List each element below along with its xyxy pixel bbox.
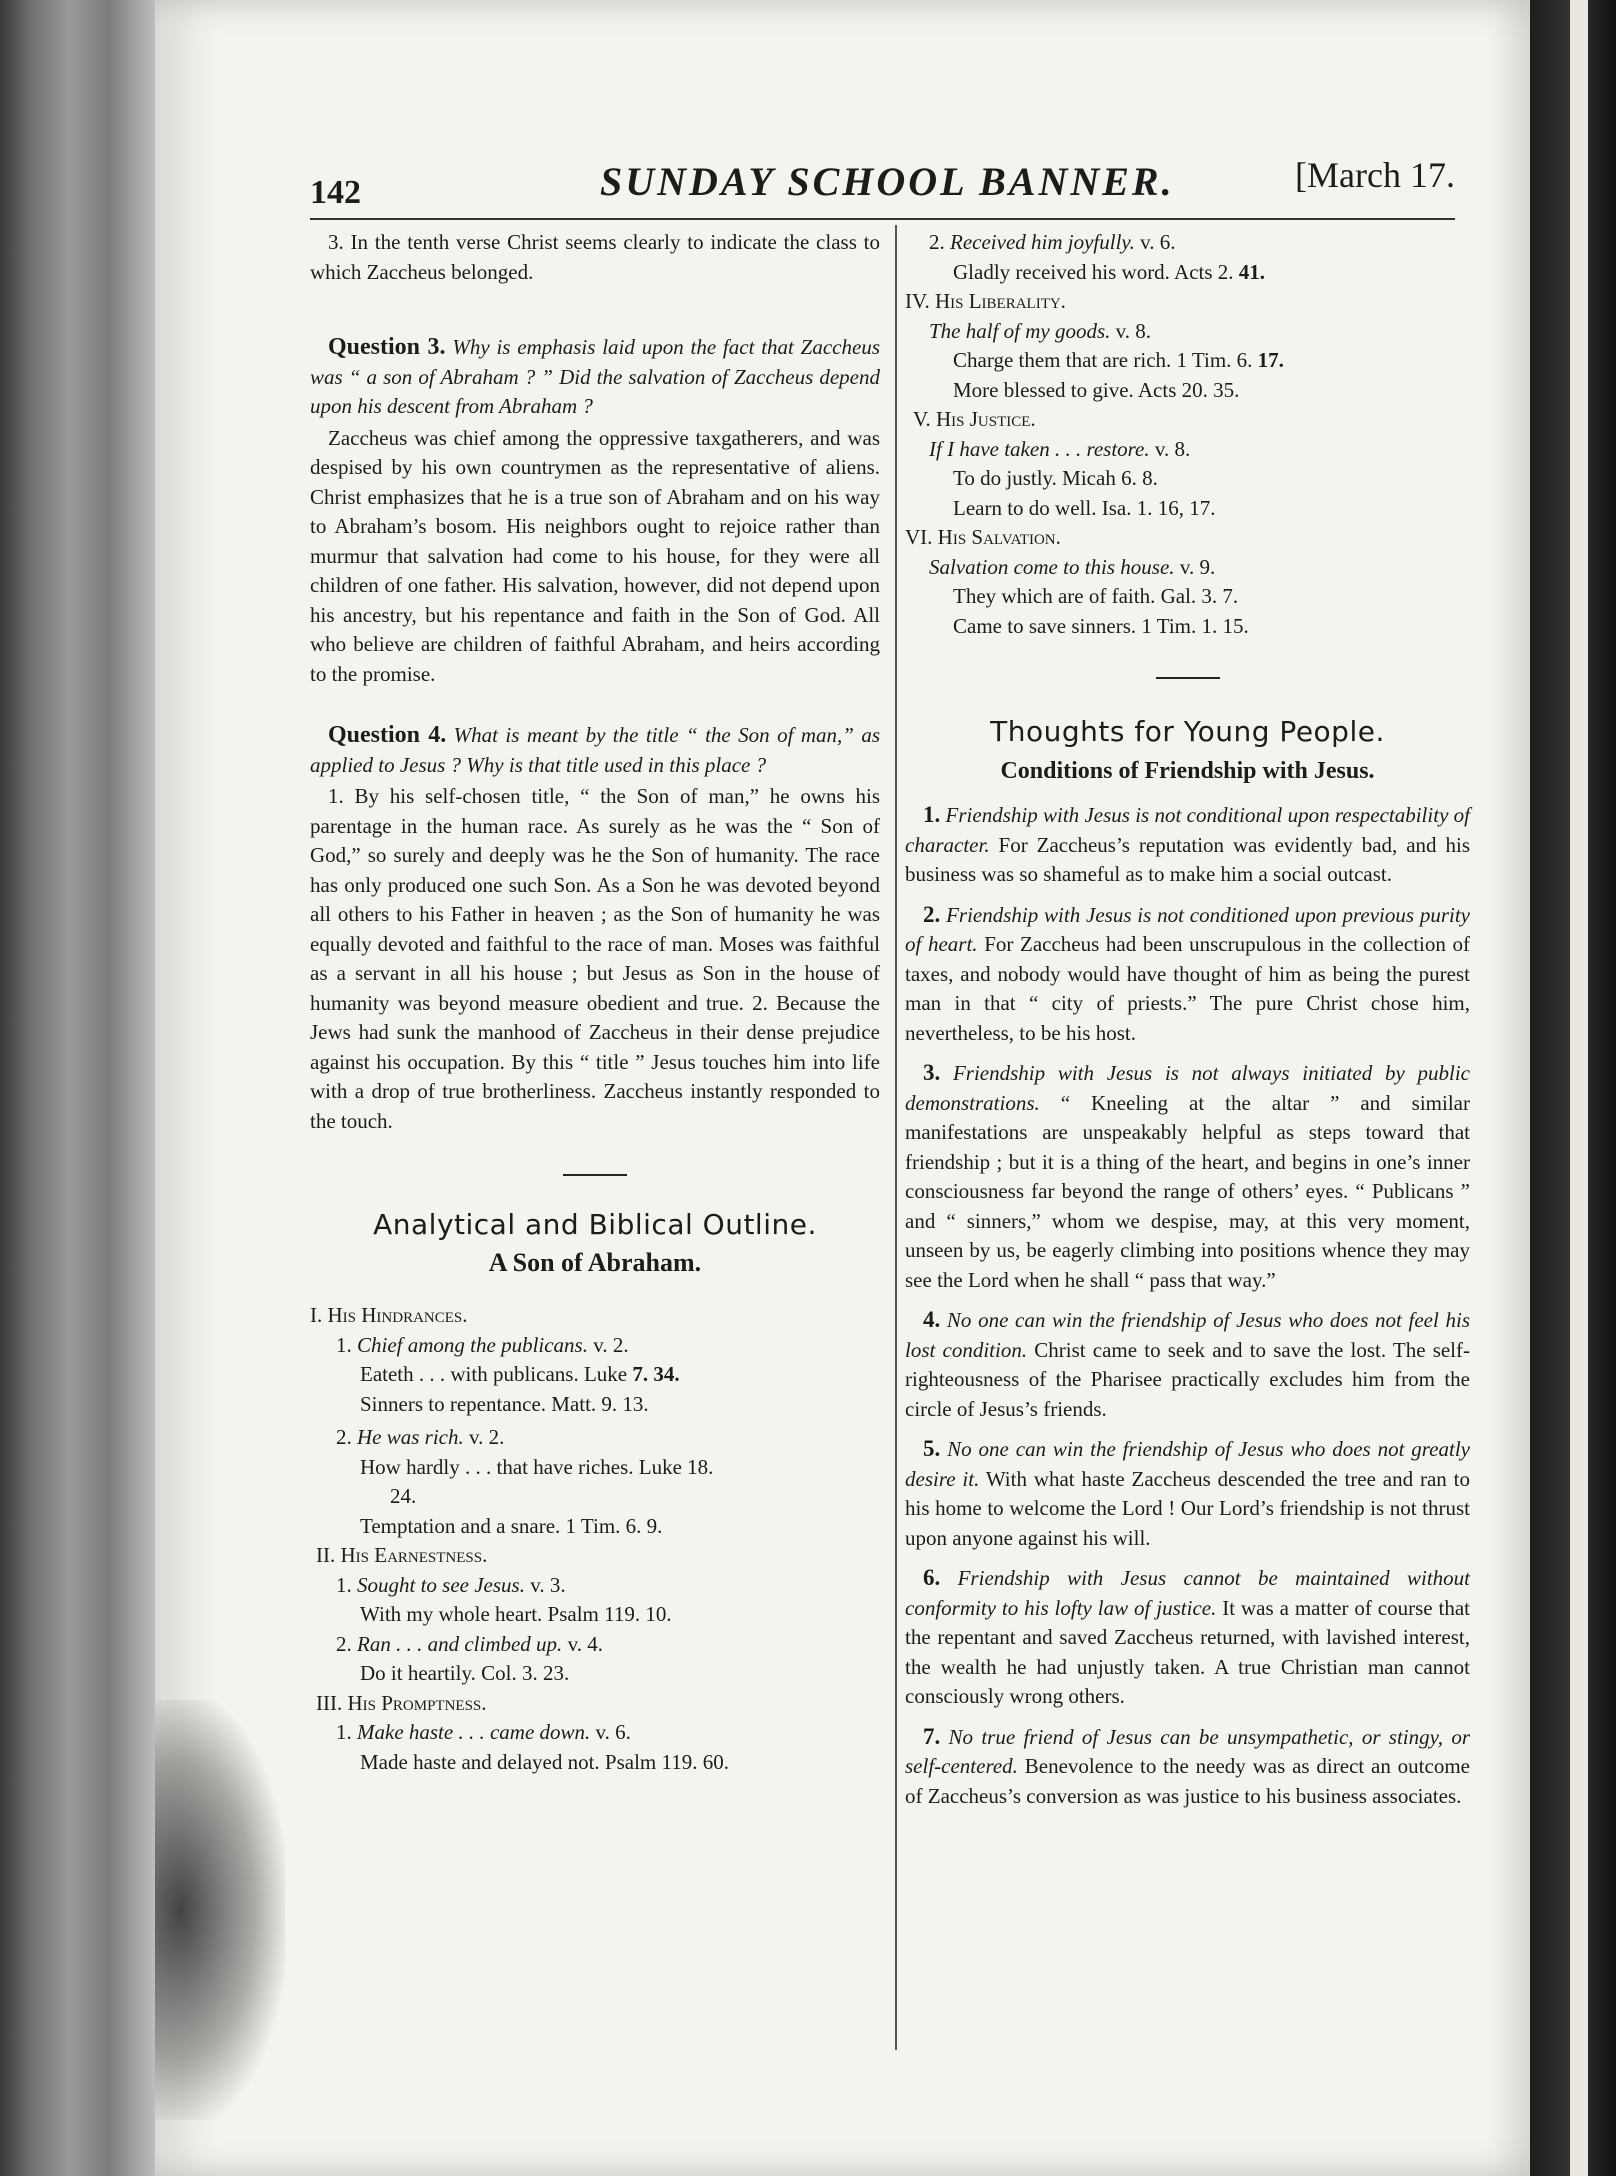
cross-ref-text: Charge them that are rich. 1 Tim. 6. bbox=[953, 348, 1253, 372]
outline-list bbox=[310, 1301, 880, 1777]
outline-subtitle: A Son of Abraham. bbox=[488, 1247, 702, 1277]
outline-quote: Ran . . . and climbed up. bbox=[357, 1631, 563, 1656]
outline-quote: Salvation come to this house. bbox=[929, 554, 1175, 579]
outline-cross-ref: Do it heartily. Col. 3. 23. bbox=[360, 1661, 570, 1685]
outline-number: 2. bbox=[336, 1631, 352, 1656]
book-spine-left bbox=[0, 0, 155, 2176]
condition-number: 2. bbox=[923, 901, 941, 927]
condition-item bbox=[905, 800, 1470, 890]
outline-verse-ref: v. 2. bbox=[593, 1332, 629, 1357]
outline-verse-ref: v. 8. bbox=[1115, 318, 1152, 343]
outline-heading-text: His Justice. bbox=[935, 407, 1036, 431]
condition-lead: Friendship with Jesus cannot be maintained without conformity to his lofty law of justice. bbox=[905, 1566, 1470, 1620]
outline-cross-ref: Learn to do well. Isa. 1. 16, 17. bbox=[953, 495, 1216, 520]
condition-number: 6. bbox=[923, 1565, 941, 1590]
outline-cross-ref: More blessed to give. Acts 20. 35. bbox=[953, 377, 1240, 402]
outline-quote: He was rich. bbox=[357, 1425, 464, 1449]
condition-body: For Zaccheus’s reputation was evidently bad, and his business was so shameful as to make him a social outcast. bbox=[905, 832, 1470, 886]
condition-body: For Zaccheus had been unscrupulous in the collection of taxes, and nobody would have thought of him as being the purest man in that “ city of priests.” The pure Christ chose him, nevertheless, to be his host. bbox=[905, 932, 1470, 1045]
outline-item bbox=[310, 1630, 880, 1660]
outline-quote: Sought to see Jesus. bbox=[357, 1572, 525, 1597]
section-rule bbox=[1156, 677, 1220, 679]
condition-number: 1. bbox=[923, 802, 941, 827]
outline-cross-ref: Temptation and a snare. 1 Tim. 6. 9. bbox=[360, 1513, 663, 1538]
thoughts-subtitle: Conditions of Friendship with Jesus. bbox=[1000, 757, 1375, 784]
outline-heading-text: His Promptness. bbox=[347, 1690, 487, 1715]
outline-cross-ref: Sinners to repentance. Matt. 9. 13. bbox=[360, 1391, 649, 1416]
outline-verse-ref: v. 9. bbox=[1179, 554, 1216, 579]
right-column bbox=[905, 228, 1470, 1811]
outline-numeral: III. bbox=[316, 1690, 343, 1715]
outline-numeral: I. bbox=[310, 1303, 323, 1327]
cross-ref-number: 17. bbox=[1257, 348, 1284, 372]
book-spine-right bbox=[1530, 0, 1616, 2176]
outline-verse-ref: v. 4. bbox=[567, 1631, 603, 1656]
running-head bbox=[310, 150, 1455, 220]
outline-numeral: VI. bbox=[905, 525, 933, 549]
section-rule bbox=[563, 1174, 627, 1176]
condition-body: With what haste Zaccheus descended the tree and ran to his home to welcome the Lord ! Our Lord’s friendship is not thrust upon anyone against his will. bbox=[905, 1466, 1470, 1550]
question-3-label: Question 3. bbox=[328, 334, 446, 360]
condition-item bbox=[905, 900, 1470, 1049]
outline-number: 2. bbox=[336, 1425, 352, 1449]
outline-heading bbox=[310, 1689, 880, 1719]
outline-heading-text: His Liberality. bbox=[934, 289, 1066, 313]
outline-item bbox=[905, 435, 1470, 465]
outline-item bbox=[310, 1331, 880, 1361]
outline-heading bbox=[310, 1541, 880, 1571]
outline-list-continued bbox=[905, 228, 1470, 641]
intro-paragraph: 3. In the tenth verse Christ seems clearly to indicate the class to which Zaccheus belonged. bbox=[310, 230, 880, 284]
outline-verse-ref: v. 2. bbox=[469, 1425, 505, 1449]
outline-heading bbox=[905, 523, 1470, 553]
question-3-answer: Zaccheus was chief among the oppressive taxgatherers, and was despised by his own countrymen as the representative of aliens. Christ emphasizes that he is a true son of Abraham and on his way to Abraham’s bosom. His neighbors ought to rejoice rather than murmur that salvation had come to his house, for they were all children of one father. His salvation, however, did not depend upon his ancestry, but his repentance and faith in the Son of God. All who believe are children of faithful Abraham, and heirs according to the promise. bbox=[310, 425, 880, 686]
cross-ref-text: Gladly received his word. Acts 2. bbox=[953, 259, 1234, 284]
page-number: 142 bbox=[310, 174, 361, 211]
outline-verse-ref: v. 6. bbox=[1140, 230, 1176, 254]
question-4-text: What is meant by the title “ the Son of man,” as applied to Jesus ? Why is that title used in this place ? bbox=[310, 723, 881, 777]
condition-lead: Friendship with Jesus is not conditioned upon previous purity of heart. bbox=[905, 902, 1471, 956]
outline-cross-ref: Came to save sinners. 1 Tim. 1. 15. bbox=[953, 613, 1249, 638]
outline-cross-ref: They which are of faith. Gal. 3. 7. bbox=[953, 584, 1239, 608]
question-3-text: Why is emphasis laid upon the fact that Zaccheus was “ a son of Abraham ? ” Did the salvation of Zaccheus depend upon his descent from Abraham ? bbox=[310, 335, 880, 418]
column-divider bbox=[895, 225, 897, 2050]
outline-verse-ref: v. 3. bbox=[530, 1572, 566, 1597]
condition-lead: No true friend of Jesus can be unsympathetic, or stingy, or self-centered. bbox=[905, 1724, 1470, 1778]
condition-item bbox=[905, 1722, 1470, 1812]
condition-lead: Friendship with Jesus is not always initiated by public demonstrations. bbox=[905, 1061, 1470, 1115]
outline-heading-text: His Hindrances. bbox=[327, 1303, 468, 1327]
condition-body: Benevolence to the needy was as direct an outcome of Zaccheus’s conversion as was justice to his business associates. bbox=[905, 1754, 1470, 1808]
journal-title: SUNDAY SCHOOL BANNER. bbox=[600, 159, 1175, 204]
left-column bbox=[310, 228, 880, 1777]
outline-item bbox=[310, 1423, 880, 1453]
outline-number: 1. bbox=[336, 1720, 352, 1744]
conditions-list bbox=[905, 800, 1470, 1811]
outline-verse-ref: v. 8. bbox=[1154, 436, 1191, 461]
outline-number: 2. bbox=[929, 230, 945, 254]
condition-item bbox=[905, 1563, 1470, 1712]
cross-ref-number: 7. 34. bbox=[632, 1362, 680, 1386]
condition-number: 3. bbox=[923, 1060, 941, 1085]
header-rule bbox=[310, 218, 1455, 220]
outline-item bbox=[310, 1571, 880, 1601]
outline-item bbox=[905, 553, 1470, 583]
outline-cross-ref bbox=[905, 258, 1470, 288]
outline-item bbox=[905, 228, 1470, 258]
outline-item bbox=[310, 1718, 880, 1748]
condition-lead: Friendship with Jesus is not conditional upon respectability of character. bbox=[905, 803, 1471, 857]
question-4-answer: 1. By his self-chosen title, “ the Son of man,” he owns his parentage in the human race. As surely as he was the “ Son of God,” so surely and deeply was he the Son of humanity. The race has only produced one such Son. As a Son he was devoted beyond all others to his Father in heaven ; as the Son of humanity he was equally devoted and faithful to the race of man. Moses was faithful as a servant in all his house ; but Jesus as Son in the house of humanity was beyond measure obedient and true. 2. Because the Jews had sunk the manhood of Zaccheus in their dense prejudice against his occupation. By this “ title ” Jesus touches him into life with a drop of true brotherliness. Zaccheus instantly responded to the touch. bbox=[310, 784, 880, 1133]
condition-number: 5. bbox=[923, 1436, 941, 1461]
outline-heading bbox=[905, 405, 1470, 435]
outline-cross-ref: To do justly. Micah 6. 8. bbox=[953, 466, 1158, 490]
outline-numeral: V. bbox=[913, 407, 931, 431]
condition-number: 7. bbox=[923, 1723, 941, 1749]
outline-heading bbox=[905, 287, 1470, 317]
next-page-edge bbox=[1570, 0, 1588, 2176]
condition-item bbox=[905, 1434, 1470, 1553]
thoughts-title: Thoughts for Young People. bbox=[990, 715, 1385, 748]
outline-number: 1. bbox=[336, 1332, 352, 1357]
condition-lead: No one can win the friendship of Jesus who does not greatly desire it. bbox=[905, 1437, 1470, 1491]
condition-item bbox=[905, 1305, 1470, 1424]
condition-item bbox=[905, 1058, 1470, 1295]
outline-cross-ref: Made haste and delayed not. Psalm 119. 60. bbox=[360, 1749, 729, 1774]
outline-heading bbox=[310, 1301, 880, 1331]
outline-quote: Received him joyfully. bbox=[950, 230, 1135, 254]
condition-body: “ Kneeling at the altar ” and similar manifestations are unspeakably helpful as steps toward that friendship ; but it is a thing of the heart, and begins in one’s inner consciousness far beyond the range of others’ eyes. “ Publicans ” and “ sinners,” whom we despise, may, at this very moment, unseen by us, be eagerly climbing into positions whence they may see the Lord when he shall “ pass that way.” bbox=[905, 1090, 1470, 1292]
outline-numeral: II. bbox=[316, 1543, 336, 1567]
cross-ref-text: Eateth . . . with publicans. Luke bbox=[360, 1362, 628, 1386]
outline-cross-ref bbox=[905, 346, 1470, 376]
question-4-label: Question 4. bbox=[328, 722, 447, 748]
outline-quote: If I have taken . . . restore. bbox=[929, 436, 1150, 461]
outline-number: 1. bbox=[336, 1572, 352, 1597]
outline-cross-ref: How hardly . . . that have riches. Luke 18. bbox=[360, 1454, 714, 1479]
outline-heading-text: His Earnestness. bbox=[340, 1543, 488, 1567]
condition-body: It was a matter of course that the repentant and saved Zaccheus returned, with lavished interest, the wealth he had unjustly taken. A true Christian man cannot consciously wrong others. bbox=[905, 1595, 1470, 1708]
outline-cross-ref: With my whole heart. Psalm 119. 10. bbox=[360, 1602, 672, 1626]
condition-lead: No one can win the friendship of Jesus who does not feel his lost condition. bbox=[905, 1308, 1470, 1362]
outline-cross-ref bbox=[310, 1360, 880, 1390]
outline-cross-ref-continuation: 24. bbox=[390, 1484, 417, 1508]
condition-body: Christ came to seek and to save the lost. The self-righteousness of the Pharisee practically excludes him from the circle of Jesus’s friends. bbox=[905, 1337, 1471, 1421]
outline-title: Analytical and Biblical Outline. bbox=[373, 1208, 817, 1241]
outline-quote: Chief among the publicans. bbox=[357, 1332, 588, 1357]
outline-item bbox=[905, 317, 1470, 347]
outline-heading-text: His Salvation. bbox=[937, 525, 1061, 549]
outline-quote: Make haste . . . came down. bbox=[357, 1720, 591, 1744]
issue-date: [March 17. bbox=[1295, 155, 1455, 195]
question-4-heading bbox=[310, 721, 880, 780]
outline-verse-ref: v. 6. bbox=[595, 1720, 631, 1744]
cross-ref-number: 41. bbox=[1238, 259, 1266, 284]
question-3-heading bbox=[310, 333, 880, 422]
condition-number: 4. bbox=[923, 1307, 941, 1332]
page-stain bbox=[155, 1700, 285, 2120]
outline-quote: The half of my goods. bbox=[929, 318, 1111, 343]
outline-numeral: IV. bbox=[905, 289, 930, 313]
